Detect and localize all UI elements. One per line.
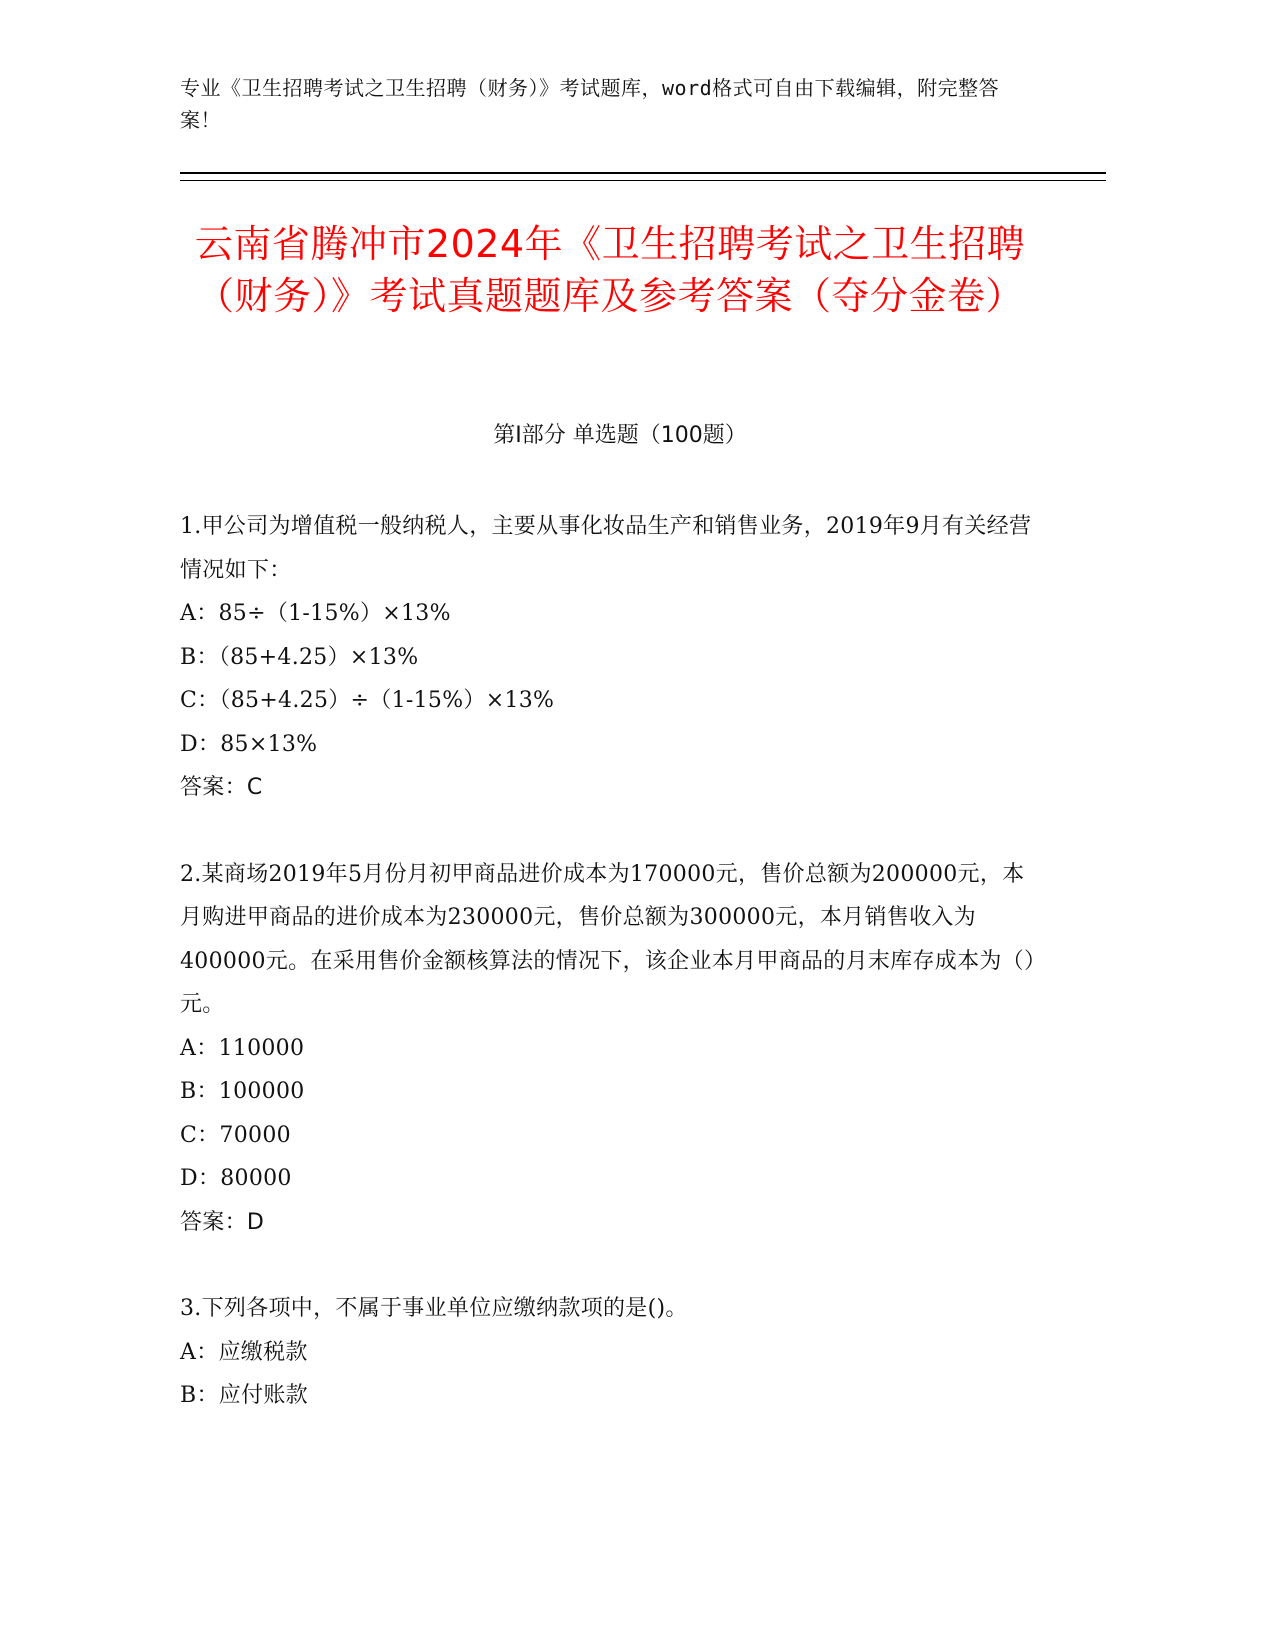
option-d: D：85×13% (180, 731, 318, 757)
question-stem: 2.某商场2019年5月份月初甲商品进价成本为170000元，售价总额为200000元，本月购进甲商品的进价成本为230000元，售价总额为300000元，本月销售收入为400000元。在采用售价金额核算法的情况下，该企业本月甲商品的月末库存成本为（）元。 (180, 861, 1036, 1017)
answer-line: 答案：D (180, 1209, 265, 1235)
document-title: 云南省腾冲市2024年《卫生招聘考试之卫生招聘（财务）》考试真题题库及参考答案（夺分金卷） (194, 222, 1026, 318)
question-stem: 3.下列各项中，不属于事业单位应缴纳款项的是()。 (180, 1296, 688, 1321)
question-1 (180, 505, 1040, 810)
section-heading: 第I部分 单选题（100题） (493, 423, 747, 448)
option-c: C：（85+4.25）÷（1-15%）×13% (180, 688, 555, 713)
question-3 (180, 1287, 1040, 1418)
option-b: B：（85+4.25）×13% (180, 644, 419, 670)
answer-line: 答案：C (180, 775, 263, 800)
option-b: B：100000 (180, 1079, 305, 1104)
option-a: A：85÷（1-15%）×13% (180, 601, 451, 626)
header-note: 专业《卫生招聘考试之卫生招聘（财务）》考试题库，word格式可自由下载编辑，附完整答案！ (180, 76, 1000, 132)
option-a: A：110000 (180, 1035, 305, 1061)
header-divider-thick (180, 172, 1106, 174)
question-2 (180, 853, 1040, 1245)
question-stem: 1.甲公司为增值税一般纳税人，主要从事化妆品生产和销售业务，2019年9月有关经营情况如下： (180, 514, 1032, 583)
question-list (180, 505, 1040, 1461)
option-d: D：80000 (180, 1166, 292, 1191)
header-divider-thin (180, 180, 1106, 181)
option-c: C：70000 (180, 1122, 291, 1148)
option-b: B：应付账款 (180, 1383, 308, 1408)
option-a: A：应缴税款 (180, 1339, 308, 1365)
